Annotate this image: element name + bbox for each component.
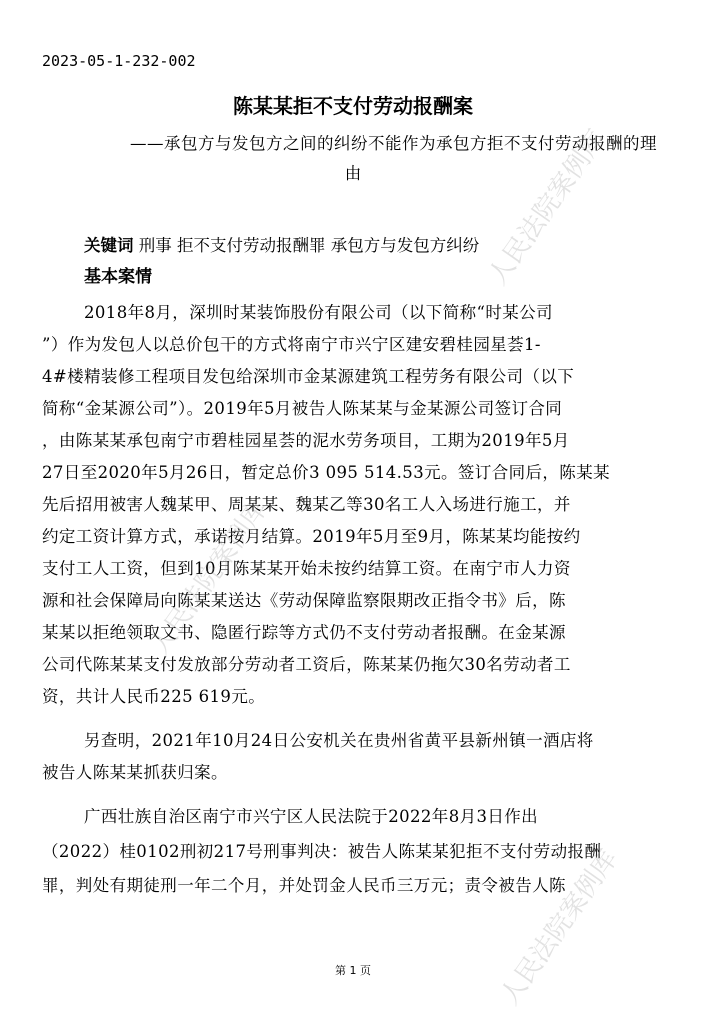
body-line: 被告人陈某某抓获归案。 — [42, 763, 228, 782]
body-line: 罪，判处有期徒刑一年二个月，并处罚金人民币三万元；责令被告人陈 — [42, 876, 566, 895]
body-line: 资，共计人民币225 619元。 — [42, 687, 266, 706]
body-line: 广西壮族自治区南宁市兴宁区人民法院于2022年8月3日作出 — [84, 807, 539, 826]
body-line: 某某以拒绝领取文书、隐匿行踪等方式仍不支付劳动者报酬。在金某源 — [42, 623, 566, 642]
body-line: 支付工人工资，但到10月陈某某开始未按约结算工资。在南宁市人力资 — [42, 559, 571, 578]
body-line: 约定工资计算方式，承诺按月结算。2019年5月至9月，陈某某均能按约 — [42, 527, 581, 546]
body-line: 27日至2020年5月26日，暂定总价3 095 514.53元。签订合同后，陈某某 — [42, 463, 610, 482]
body-line: 公司代陈某某支付发放部分劳动者工资后，陈某某仍拖欠30名劳动者工 — [42, 655, 571, 674]
watermark: 人民法院案例库 — [144, 494, 274, 661]
case-title: 陈某某拒不支付劳动报酬案 — [233, 94, 473, 118]
watermark: 人民法院案例库 — [494, 844, 624, 1011]
keywords-text: 刑事 拒不支付劳动报酬罪 承包方与发包方纠纷 — [138, 236, 480, 255]
body-line: 4#楼精装修工程项目发包给深圳市金某源建筑工程劳务有限公司（以下 — [42, 367, 575, 386]
body-line: ”）作为发包人以总价包干的方式将南宁市兴宁区建安碧桂园星荟1- — [42, 335, 541, 354]
body-line: 简称“金某源公司”）。2019年5月被告人陈某某与金某源公司签订合同 — [42, 399, 563, 418]
page-number: 第 1 页 — [335, 964, 371, 977]
body-line: 源和社会保障局向陈某某送达《劳动保障监察限期改正指令书》后，陈 — [42, 591, 566, 610]
case-subtitle: ——承包方与发包方之间的纠纷不能作为承包方拒不支付劳动报酬的理 — [130, 134, 657, 153]
section-heading: 基本案情 — [84, 267, 152, 287]
body-line: 2018年8月，深圳时某装饰股份有限公司（以下简称“时某公司 — [84, 303, 553, 322]
body-line: （2022）桂0102刑初217号刑事判决：被告人陈某某犯拒不支付劳动报酬 — [42, 842, 602, 861]
watermark: 人民法院案例库 — [482, 124, 612, 291]
body-line: 先后招用被害人魏某甲、周某某、魏某乙等30名工人入场进行施工，并 — [42, 495, 571, 514]
keywords-label: 关键词 — [84, 236, 134, 255]
body-line: 另查明，2021年10月24日公安机关在贵州省黄平县新州镇一酒店将 — [84, 731, 594, 750]
document-id: 2023-05-1-232-002 — [42, 52, 196, 70]
body-line: ，由陈某某承包南宁市碧桂园星荟的泥水劳务项目，工期为2019年5月 — [42, 431, 570, 450]
case-subtitle-end: 由 — [344, 164, 362, 183]
keywords-line — [84, 232, 479, 256]
